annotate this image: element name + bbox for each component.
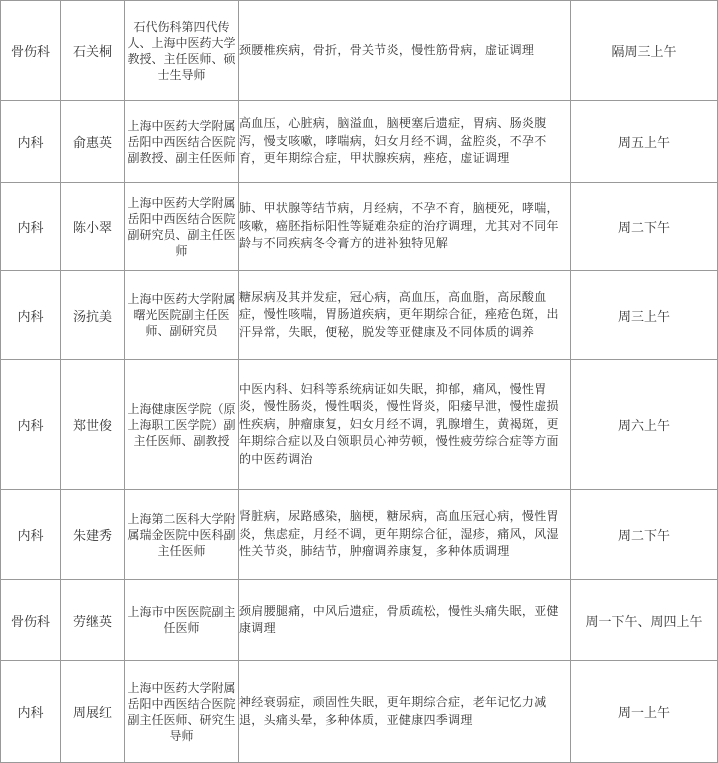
specialty-cell: 肺、甲状腺等结节病，月经病，不孕不育，脑梗死，哮喘，咳嗽，癌胚指标阳性等疑难杂症的治疗调理，尤其对不同年龄与不同疾病冬令膏方的进补独特见解	[239, 183, 571, 271]
department-cell: 骨伤科	[1, 1, 61, 101]
clinic-time-cell: 周一下午、周四上午	[571, 580, 718, 661]
table-row	[1, 490, 718, 580]
doctor-name-cell: 汤抗美	[61, 271, 125, 360]
specialty-cell: 颈腰椎疾病，骨折，骨关节炎，慢性筋骨病，虚证调理	[239, 1, 571, 101]
department-cell: 内科	[1, 271, 61, 360]
doctor-title-cell: 上海中医药大学附属岳阳中西医结合医院副主任医师、研究生导师	[125, 661, 239, 763]
table-row	[1, 1, 718, 101]
doctor-title-cell: 上海健康医学院（原上海职工医学院）副主任医师、副教授	[125, 360, 239, 490]
clinic-time-cell: 周五上午	[571, 101, 718, 183]
doctor-title-cell: 上海中医药大学附属岳阳中西医结合医院副教授、副主任医师	[125, 101, 239, 183]
department-cell: 内科	[1, 661, 61, 763]
doctor-title-cell: 上海第二医科大学附属瑞金医院中医科副主任医师	[125, 490, 239, 580]
table-row	[1, 661, 718, 763]
doctor-name-cell: 俞惠英	[61, 101, 125, 183]
department-cell: 内科	[1, 183, 61, 271]
doctor-name-cell: 石关桐	[61, 1, 125, 101]
clinic-time-cell: 周二下午	[571, 183, 718, 271]
doctor-name-cell: 郑世俊	[61, 360, 125, 490]
department-cell: 骨伤科	[1, 580, 61, 661]
doctor-name-cell: 朱建秀	[61, 490, 125, 580]
department-cell: 内科	[1, 360, 61, 490]
specialty-cell: 颈肩腰腿痛，中风后遗症，骨质疏松，慢性头痛失眠，亚健康调理	[239, 580, 571, 661]
doctor-name-cell: 陈小翠	[61, 183, 125, 271]
clinic-time-cell: 周一上午	[571, 661, 718, 763]
doctor-title-cell: 上海中医药大学附属岳阳中西医结合医院副研究员、副主任医师	[125, 183, 239, 271]
specialty-cell: 高血压，心脏病，脑溢血，脑梗塞后遗症，胃病、肠炎腹泻，慢支咳嗽，哮喘病，妇女月经不调，盆腔炎，不孕不育，更年期综合症，甲状腺疾病，痤疮，虚证调理	[239, 101, 571, 183]
doctor-name-cell: 周展红	[61, 661, 125, 763]
table-row	[1, 271, 718, 360]
doctor-name-cell: 劳继英	[61, 580, 125, 661]
table-row	[1, 580, 718, 661]
table-row	[1, 360, 718, 490]
clinic-time-cell: 周三上午	[571, 271, 718, 360]
doctor-title-cell: 上海市中医医院副主任医师	[125, 580, 239, 661]
specialty-cell: 中医内科、妇科等系统病证如失眠，抑郁，痛风，慢性胃炎，慢性肠炎，慢性咽炎，慢性肾炎，阳痿早泄，慢性虚损性疾病，肿瘤康复，妇女月经不调，乳腺增生，黄褐斑，更年期综合症以及白领职员心神劳顿，慢性疲劳综合症等方面的中医药调治	[239, 360, 571, 490]
clinic-time-cell: 周六上午	[571, 360, 718, 490]
doctor-title-cell: 石代伤科第四代传人、上海中医药大学教授、主任医师、硕士生导师	[125, 1, 239, 101]
specialty-cell: 糖尿病及其并发症，冠心病，高血压，高血脂，高尿酸血症，慢性咳喘，胃肠道疾病，更年期综合征，痤疮色斑，出汗异常，失眠，便秘，脱发等亚健康及不同体质的调养	[239, 271, 571, 360]
specialty-cell: 肾脏病，尿路感染，脑梗，糖尿病，高血压冠心病，慢性胃炎，焦虑症，月经不调，更年期综合征，湿疹，痛风，风湿性关节炎，肺结节，肿瘤调养康复，多种体质调理	[239, 490, 571, 580]
clinic-time-cell: 周二下午	[571, 490, 718, 580]
department-cell: 内科	[1, 490, 61, 580]
department-cell: 内科	[1, 101, 61, 183]
table-row	[1, 183, 718, 271]
specialty-cell: 神经衰弱症，顽固性失眠，更年期综合症，老年记忆力减退，头痛头晕，多种体质，亚健康四季调理	[239, 661, 571, 763]
table-row	[1, 101, 718, 183]
doctor-title-cell: 上海中医药大学附属曙光医院副主任医师、副研究员	[125, 271, 239, 360]
clinic-time-cell: 隔周三上午	[571, 1, 718, 101]
